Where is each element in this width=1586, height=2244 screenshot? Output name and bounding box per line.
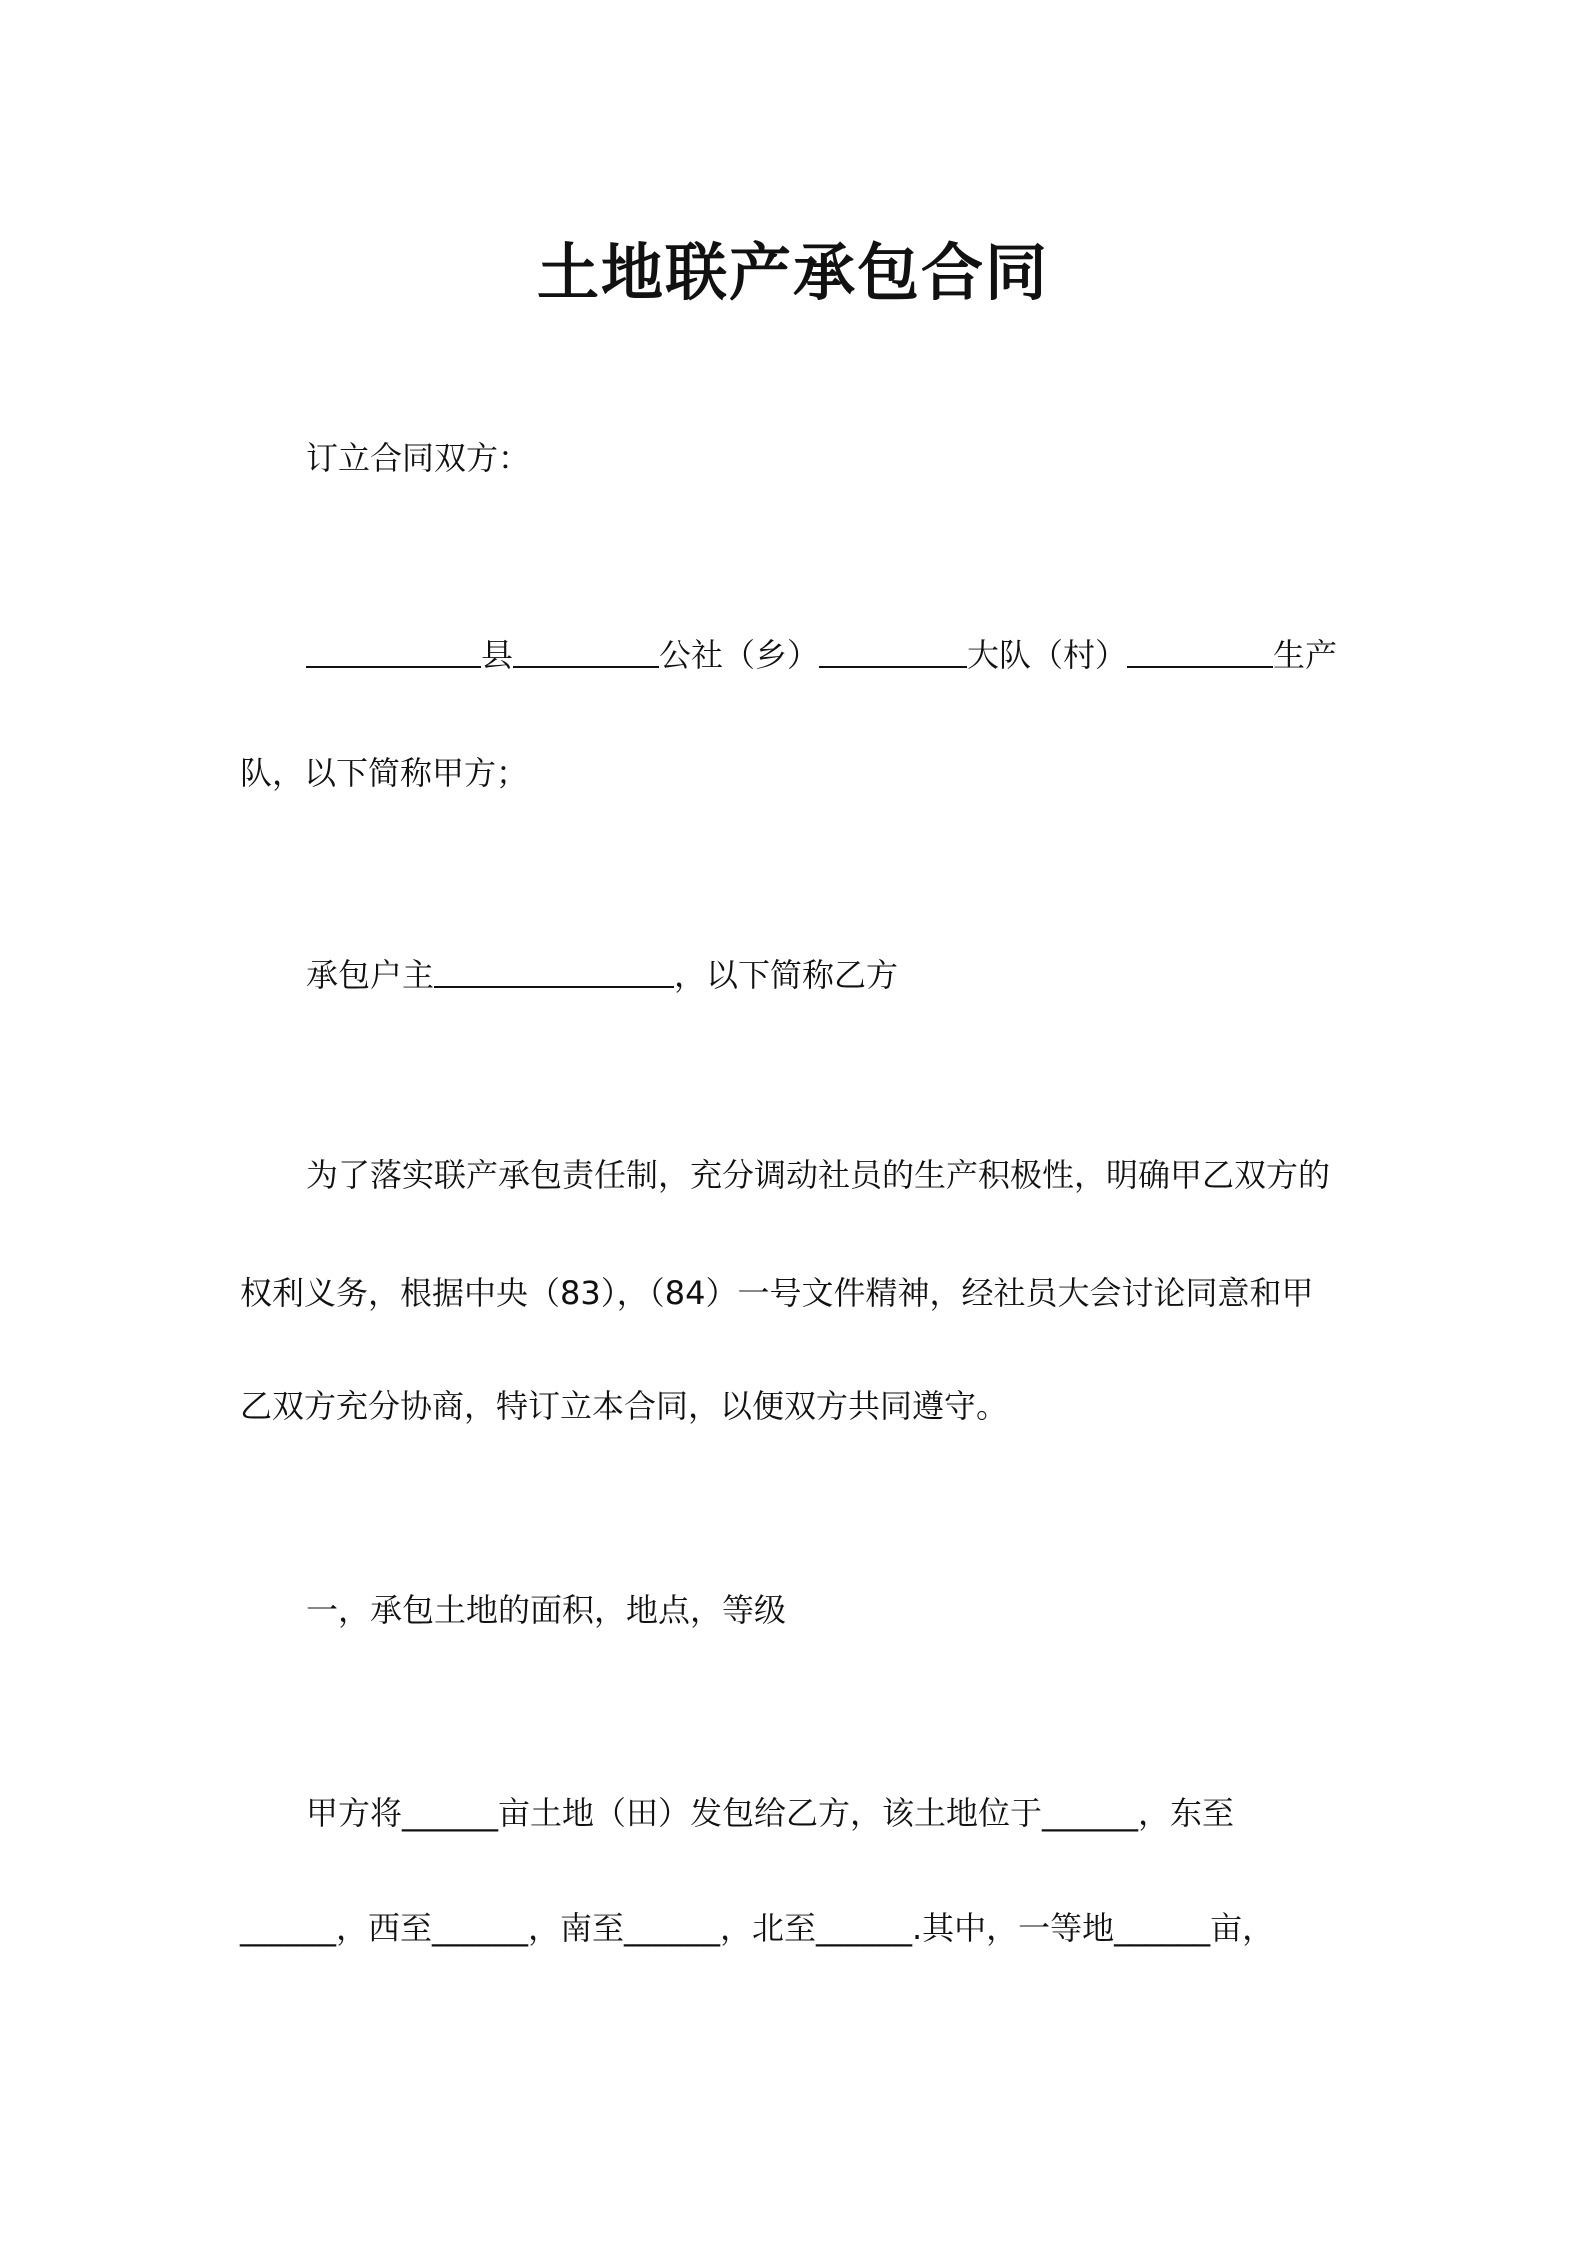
- county-label: 县: [481, 636, 514, 674]
- section-1-heading: 一，承包土地的面积，地点，等级: [306, 1591, 787, 1629]
- team-blank: [1127, 632, 1273, 668]
- commune-blank: [513, 632, 659, 668]
- county-blank: [306, 632, 481, 668]
- preamble-line-1: 为了落实联产承包责任制，充分调动社员的生产积极性，明确甲乙双方的: [306, 1156, 1331, 1194]
- party-a-definition: 队，以下简称甲方；: [240, 754, 529, 792]
- party-b-suffix: ，以下简称乙方: [674, 956, 899, 994]
- party-b-prefix: 承包户主: [306, 956, 435, 994]
- section-1-line-1: 甲方将______亩土地（田）发包给乙方，该土地位于______，东至: [306, 1794, 1235, 1832]
- party-a-line: [240, 630, 1416, 680]
- commune-label: 公社（乡）: [659, 636, 820, 674]
- household-head-blank: [434, 952, 674, 988]
- team-label: 生产: [1273, 636, 1338, 674]
- brigade-blank: [819, 632, 967, 668]
- preamble-line-3: 乙双方充分协商，特订立本合同，以便双方共同遵守。: [240, 1387, 1009, 1425]
- section-1-line-2: ______，西至______，南至______，北至______.其中，一等地______亩，: [240, 1909, 1275, 1947]
- party-b-line: [240, 950, 1416, 1000]
- preamble-line-2: 权利义务，根据中央（83），（84）一号文件精神，经社员大会讨论同意和甲: [240, 1274, 1314, 1312]
- brigade-label: 大队（村）: [967, 636, 1128, 674]
- document-title: 土地联产承包合同: [536, 236, 1049, 309]
- parties-heading: 订立合同双方：: [306, 439, 531, 477]
